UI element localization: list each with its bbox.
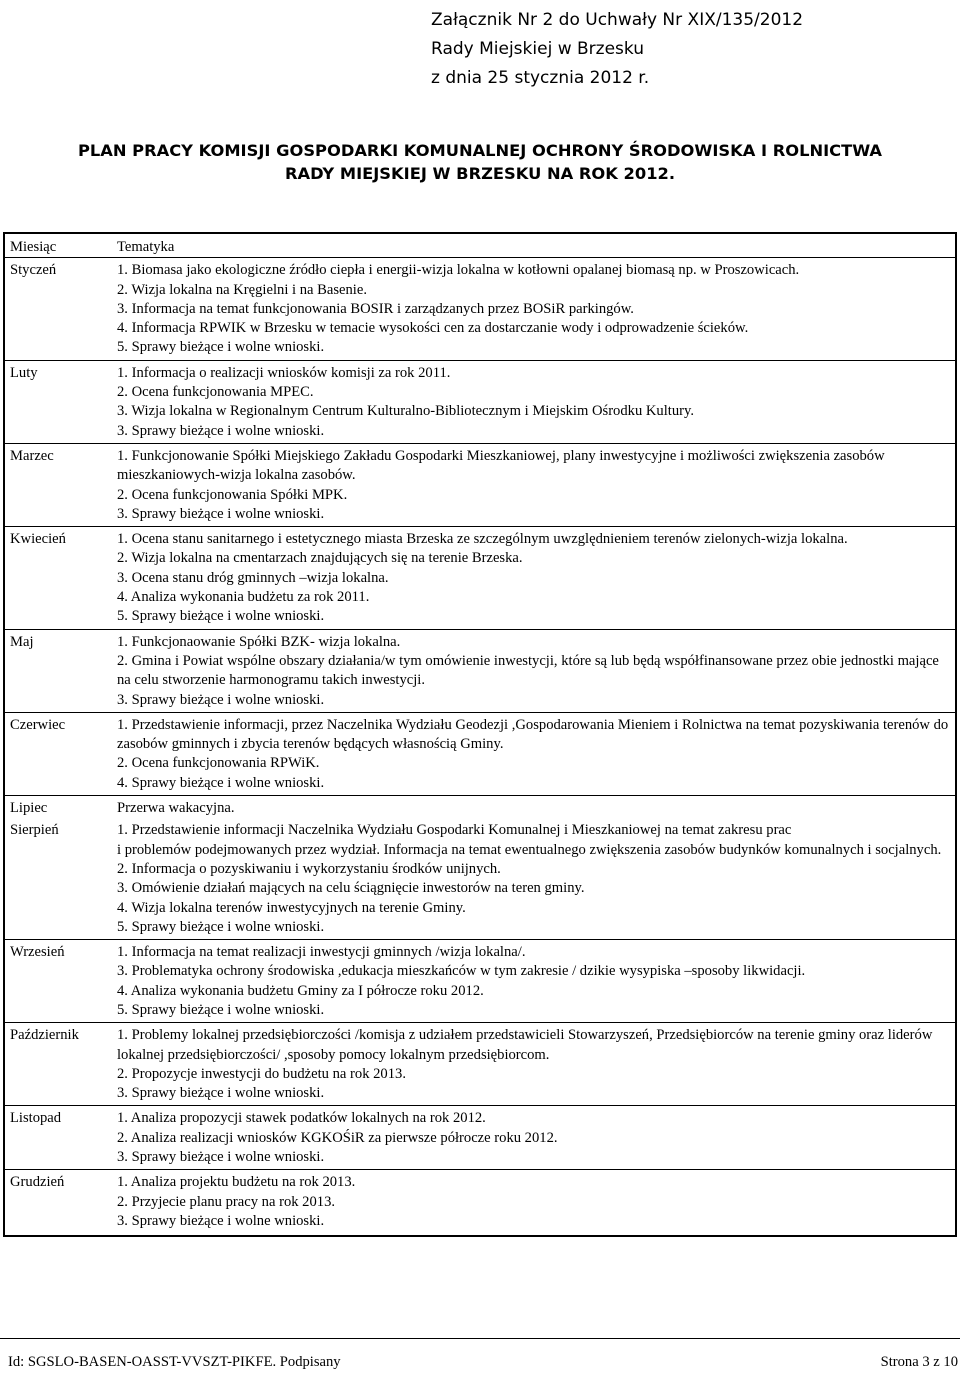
list-item: 2. Propozycje inwestycji do budżetu na rok 2013.: [117, 1065, 406, 1082]
list-item: 4. Analiza wykonania budżetu za rok 2011.: [117, 589, 370, 606]
topics-cell: [112, 629, 956, 712]
month-cell: Marzec: [4, 443, 112, 526]
resolution-reference: Załącznik Nr 2 do Uchwały Nr XIX/135/2012: [431, 10, 804, 30]
list-item: 3. Problematyka ochrony środowiska ,edukacja mieszkańców w tym zakresie / dzikie wysypiska –sposoby likwidacji.: [117, 963, 806, 980]
page-number: Strona 3 z 10: [880, 1354, 958, 1370]
title-line-2: RADY MIEJSKIEJ W BRZESKU NA ROK 2012.: [284, 164, 676, 183]
list-item: Przerwa wakacyjna.: [117, 800, 235, 817]
table-row: [4, 258, 956, 360]
list-item: 1. Informacja na temat realizacji inwestycji gminnych /wizja lokalna/.: [117, 944, 526, 961]
list-item: 4. Sprawy bieżące i wolne wnioski.: [117, 774, 325, 791]
month-cell: Styczeń: [4, 258, 112, 360]
column-header-topics: Tematyka: [112, 233, 956, 258]
table-header-row: [4, 233, 956, 258]
table-row: [4, 1023, 956, 1106]
topics-cell: [112, 1023, 956, 1106]
list-item: 3. Sprawy bieżące i wolne wnioski.: [117, 1085, 325, 1102]
list-item: 2. Gmina i Powiat wspólne obszary działania/w tym omówienie inwestycji, które są lub będą współfinansowane przez obie jednostki mające na celu stworzenie harmonogramu takich inwestycji.: [117, 652, 943, 689]
table-row: [4, 818, 956, 939]
month-cell: Czerwiec: [4, 712, 112, 795]
month-cell: Grudzień: [10, 1174, 65, 1191]
table-row: [4, 629, 956, 712]
list-item: 3. Sprawy bieżące i wolne wnioski.: [117, 1212, 325, 1229]
list-item: 4. Wizja lokalna terenów inwestycyjnych na terenie Gminy.: [117, 899, 466, 916]
list-item: 3. Sprawy bieżące i wolne wnioski.: [117, 1149, 325, 1166]
table-row: [4, 360, 956, 443]
topics-cell: [112, 527, 956, 629]
document-title: [0, 139, 960, 185]
list-item: 2. Wizja lokalna na cmentarzach znajdujących się na terenie Brzeska.: [117, 550, 523, 567]
month-cell: Wrzesień: [4, 940, 112, 1023]
month-cell: Luty: [4, 360, 112, 443]
list-item: 2. Ocena funkcjonowania Spółki MPK.: [117, 486, 348, 503]
list-item: 3. Ocena stanu dróg gminnych –wizja lokalna.: [117, 569, 389, 586]
list-item: 1. Biomasa jako ekologiczne źródło ciepła i energii-wizja lokalna w kotłowni opalanej biomasą np. w Proszowicach.: [117, 262, 800, 279]
list-item: 3. Wizja lokalna w Regionalnym Centrum Kulturalno-Bibliotecznym i Miejskim Ośrodku Kultury.: [117, 403, 694, 420]
table-row: [4, 1170, 956, 1236]
work-plan-table: [3, 232, 957, 1237]
month-cell: Październik: [4, 1023, 112, 1106]
list-item: 1. Funkcjonowanie Spółki Miejskiego Zakładu Gospodarki Mieszkaniowej, plany inwestycyjne i możliwości zwiększenia zasobów mieszkaniowych-wizja lokalna zasobów.: [117, 447, 889, 484]
footer-divider: [0, 1338, 960, 1339]
list-item: 1. Ocena stanu sanitarnego i estetycznego miasta Brzeska ze szczególnym uwzględnieniem terenów zielonych-wizja lokalna.: [117, 531, 848, 548]
topics-cell: [112, 360, 956, 443]
list-item: 2. Wizja lokalna na Kręgielni i na Basenie.: [117, 281, 367, 298]
document-header: [431, 6, 803, 93]
list-item: 1. Informacja o realizacji wniosków komisji za rok 2011.: [117, 364, 451, 381]
topics-cell: [112, 940, 956, 1023]
list-item: 1. Analiza projektu budżetu na rok 2013.: [117, 1174, 356, 1191]
list-item: 4. Informacja RPWIK w Brzesku w temacie wysokości cen za dostarczanie wody i odprowadzenie ścieków.: [117, 320, 749, 337]
list-item: 5. Sprawy bieżące i wolne wnioski.: [117, 339, 325, 356]
topics-cell: [112, 818, 956, 939]
resolution-date: z dnia 25 stycznia 2012 r.: [431, 68, 650, 88]
list-item: 1. Analiza propozycji stawek podatków lokalnych na rok 2012.: [117, 1110, 486, 1127]
table-row: [4, 1106, 956, 1170]
month-cell: Kwiecień: [4, 527, 112, 629]
column-header-month: Miesiąc: [4, 233, 112, 258]
topics-cell: [112, 712, 956, 795]
list-item: 5. Sprawy bieżące i wolne wnioski.: [117, 608, 325, 625]
month-cell: Sierpień: [4, 818, 112, 939]
council-name: Rady Miejskiej w Brzesku: [431, 39, 644, 59]
topics-cell: [112, 1106, 956, 1170]
list-item: 5. Sprawy bieżące i wolne wnioski.: [117, 918, 325, 935]
list-item: 1. Przedstawienie informacji, przez Naczelnika Wydziału Geodezji ,Gospodarowania Mieniem i Rolnictwa na temat pozyskiwania terenów do zasobów gminnych i zbycia terenów będących własnością Gminy.: [117, 716, 952, 753]
topics-cell: [112, 1170, 956, 1236]
list-item: 3. Omówienie działań mających na celu ściągnięcie inwestorów na teren gminy.: [117, 880, 585, 897]
table-row: [4, 527, 956, 629]
list-item: 2. Ocena funkcjonowania RPWiK.: [117, 755, 320, 772]
topics-cell: [112, 258, 956, 360]
list-item: 5. Sprawy bieżące i wolne wnioski.: [117, 1001, 325, 1018]
month-cell: Listopad: [4, 1106, 112, 1170]
list-item: 2. Analiza realizacji wniosków KGKOŚiR za pierwsze półrocze roku 2012.: [117, 1129, 558, 1146]
list-item: 2. Informacja o pozyskiwaniu i wykorzystaniu środków unijnych.: [117, 860, 501, 877]
list-item: 1. Funkcjonaowanie Spółki BZK- wizja lokalna.: [117, 633, 401, 650]
list-item: 3. Informacja na temat funkcjonowania BOSIR i zarządzanych przez BOSiR parkingów.: [117, 300, 634, 317]
table-row: [4, 443, 956, 526]
topics-cell: [112, 443, 956, 526]
list-item: 1. Przedstawienie informacji Naczelnika Wydziału Gospodarki Komunalnej i Mieszkaniowej na temat zakresu prac i problemów podejmowanych przez wydział. Informacja na temat ewentualnego zwiększenia zasobów budynków komunalnych i socjalnych.: [117, 822, 942, 858]
table-row: [4, 940, 956, 1023]
month-cell: Lipiec: [10, 800, 48, 817]
table-row: [4, 796, 956, 819]
topics-cell: [112, 796, 956, 819]
list-item: 3. Sprawy bieżące i wolne wnioski.: [117, 505, 325, 522]
list-item: 1. Problemy lokalnej przedsiębiorczości /komisja z udziałem przedstawicieli Stowarzyszeń, Przedsiębiorców na terenie gminy oraz liderów lokalnej przedsiębiorczości/ ,sposoby pomocy lokalnym przedsiębiorcom.: [117, 1027, 937, 1063]
work-plan-table-body: [4, 233, 956, 1236]
table-row: [4, 712, 956, 795]
list-item: 3. Sprawy bieżące i wolne wnioski.: [117, 422, 325, 439]
title-line-1: PLAN PRACY KOMISJI GOSPODARKI KOMUNALNEJ OCHRONY ŚRODOWISKA I ROLNICTWA: [77, 141, 883, 160]
list-item: 2. Przyjecie planu pracy na rok 2013.: [117, 1193, 336, 1210]
list-item: 4. Analiza wykonania budżetu Gminy za I półrocze roku 2012.: [117, 982, 484, 999]
document-id: Id: SGSLO-BASEN-OASST-VVSZT-PIKFE. Podpisany: [8, 1354, 341, 1370]
list-item: 3. Sprawy bieżące i wolne wnioski.: [117, 691, 325, 708]
list-item: 2. Ocena funkcjonowania MPEC.: [117, 384, 314, 401]
month-cell: Maj: [4, 629, 112, 712]
